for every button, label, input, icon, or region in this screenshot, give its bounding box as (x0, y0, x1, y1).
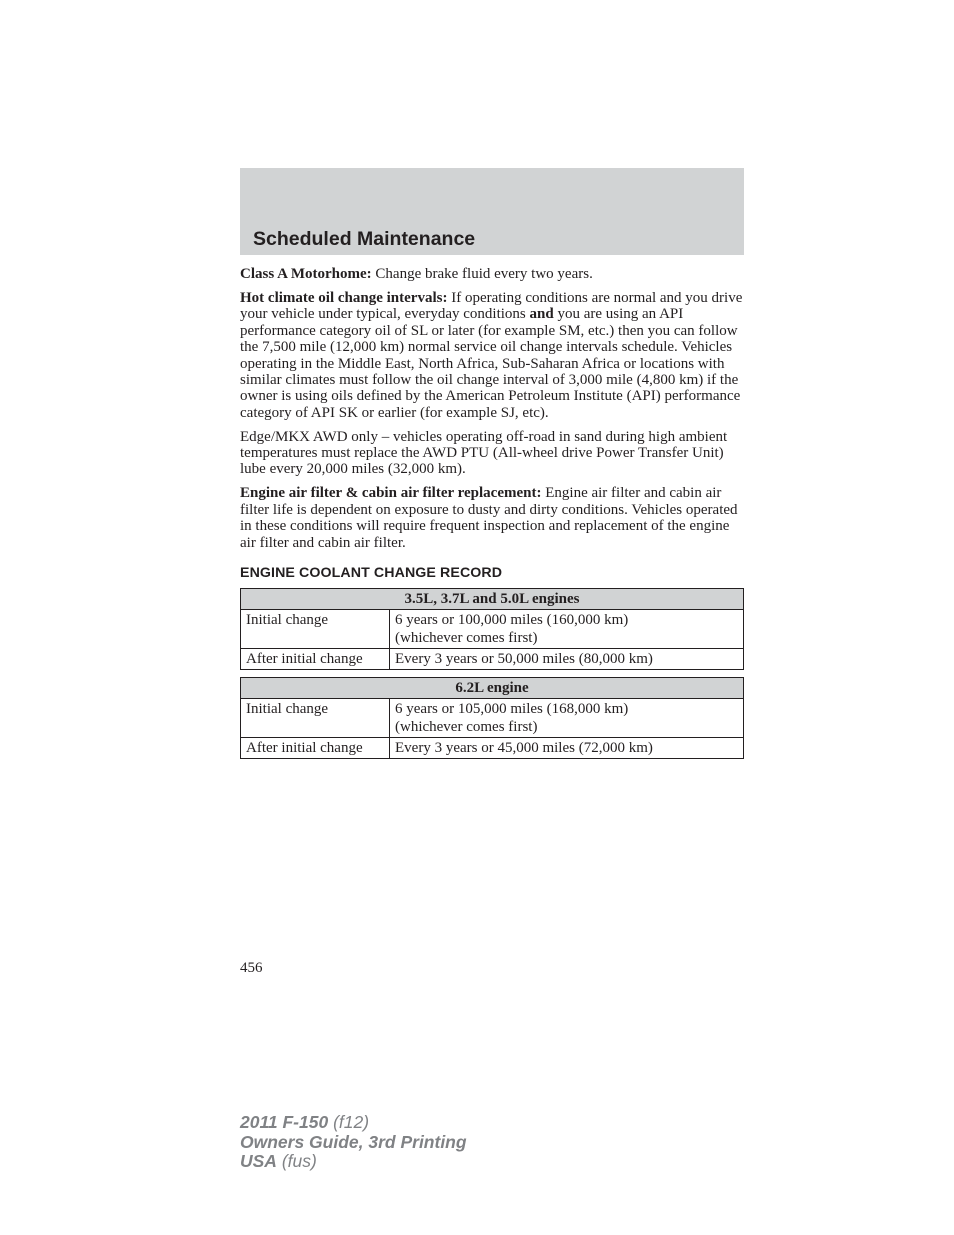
table-row (241, 738, 744, 759)
table-row (241, 649, 744, 670)
paragraph-text: Engine air filter and cabin air filter life is dependent on exposure to dusty and dirty conditions. Vehicles operated in these conditions will require frequent inspection and replacement of the engine air filter and cabin air filter. (240, 485, 738, 551)
table-title: 3.5L, 3.7L and 5.0L engines (241, 589, 744, 610)
table-header-row (241, 589, 744, 610)
paragraph-lead: Class A Motorhome: (240, 266, 372, 282)
footer-line (240, 1113, 467, 1133)
row-label: Initial change (241, 699, 390, 738)
paragraph-lead: Hot climate oil change intervals: (240, 289, 448, 306)
footer-edition: Owners Guide, 3rd Printing (240, 1131, 467, 1152)
paragraph-text: Change brake fluid every two years. (371, 266, 593, 282)
emphasis-and: and (529, 306, 554, 323)
table-title: 6.2L engine (241, 678, 744, 699)
main-content (240, 266, 746, 766)
row-value: Every 3 years or 50,000 miles (80,000 km) (390, 649, 744, 670)
coolant-table-6-2l-engine (240, 677, 744, 759)
row-value-line: (whichever comes first) (395, 719, 538, 736)
section-header-band (240, 168, 744, 255)
footer-code: (f12) (328, 1112, 370, 1132)
row-label: After initial change (241, 738, 390, 759)
paragraph-text: Edge/MKX AWD only – vehicles operating off-road in sand during high ambient temperatures must replace the AWD PTU (All-wheel drive Power Transfer Unit) lube every 20,000 miles (32,000 km). (240, 428, 728, 478)
paragraph-hot-climate (240, 290, 746, 421)
row-value (390, 610, 744, 649)
paragraph-text: you are using an API performance category oil of SL or later (for example SM, etc.) then you can follow the 7,500 mile (12,000 km) normal service oil change intervals schedule. Vehicles operating in the Middle East, North Africa, Sub-Saharan Africa or locations with similar climates must follow the oil change interval of 3,000 mile (4,800 km) if the owner is using oils defined by the American Petroleum Institute (API) performance category of API SK or earlier (for example SJ, etc). (240, 306, 741, 421)
paragraph-air-filter (240, 485, 746, 551)
row-label: Initial change (241, 610, 390, 649)
page-title: Scheduled Maintenance (253, 228, 476, 250)
paragraph-lead: Engine air filter & cabin air filter replacement: (240, 485, 542, 502)
coolant-table-small-engines (240, 588, 744, 670)
table-header-row (241, 678, 744, 699)
row-value-line: 6 years or 105,000 miles (168,000 km) (395, 701, 629, 718)
row-value-line: (whichever comes first) (395, 630, 538, 647)
paragraph-edge-mkx (240, 429, 746, 478)
row-value-line: 6 years or 100,000 miles (160,000 km) (395, 612, 629, 629)
row-value (390, 699, 744, 738)
footer-model: 2011 F-150 (240, 1112, 329, 1132)
row-value: Every 3 years or 45,000 miles (72,000 km) (390, 738, 744, 759)
footer-line (240, 1152, 467, 1172)
document-footer (240, 1113, 467, 1172)
table-row (241, 699, 744, 738)
paragraph-text: If operating conditions are normal and you drive your vehicle under typical, everyday conditions (240, 289, 743, 323)
row-label: After initial change (241, 649, 390, 670)
page-number: 456 (240, 960, 263, 976)
paragraph-motorhome (240, 266, 746, 282)
table-row (241, 610, 744, 649)
section-heading: ENGINE COOLANT CHANGE RECORD (240, 565, 503, 581)
footer-market: USA (240, 1151, 277, 1171)
footer-market-code: (fus) (276, 1151, 317, 1171)
